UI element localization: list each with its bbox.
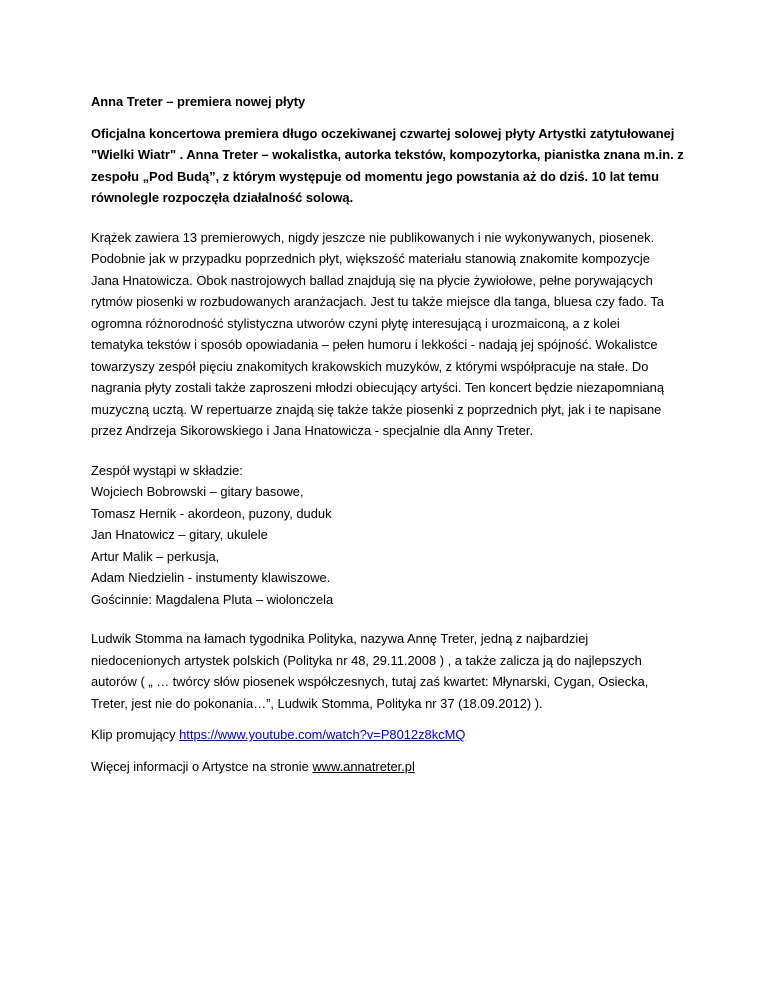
quote-line: niedocenionych artystek polskich (Polityka nr 48, 29.11.2008 ) , a także zalicza ją do najlepszych [91, 652, 642, 668]
body-line: nagrania płyty zostali także zaproszeni młodzi obiecujący artyści. Ten koncert będzie niezapomnianą [91, 380, 664, 395]
lineup-member: Gościnnie: Magdalena Pluta – wiolonczela [91, 591, 334, 607]
clip-label: Klip promujący [91, 727, 180, 742]
website-link[interactable]: www.annatreter.pl [312, 758, 415, 774]
body-line: przez Andrzeja Sikorowskiego i Jana Hnatowicza - specjalnie dla Anny Treter. [91, 423, 534, 438]
body-line: towarzyszy zespół pięciu znakomitych krakowskich muzyków, z którymi współpracuje na stałe. Do [91, 358, 649, 374]
album-description-paragraph [91, 227, 691, 442]
document-page [91, 91, 691, 787]
band-lineup-list [91, 460, 691, 611]
quote-line: Treter, jest nie do pokonania…”, Ludwik Stomma, Polityka nr 37 (18.09.2012) ). [91, 695, 543, 711]
body-line: ogromna różnorodność stylistyczna utworów czyni płytę interesującą i urozmaiconą, a z kolei [91, 315, 620, 331]
quote-line: Ludwik Stomma na łamach tygodnika Polityka, nazywa Annę Treter, jedną z najbardziej [91, 631, 589, 646]
lineup-member: Jan Hnatowicz – gitary, ukulele [91, 527, 268, 542]
more-info-label: Więcej informacji o Artystce na stronie [91, 758, 313, 774]
press-quote-paragraph [91, 628, 691, 714]
lineup-member: Tomasz Hernik - akordeon, puzony, duduk [91, 505, 332, 521]
lead-line: Oficjalna koncertowa premiera długo oczekiwanej czwartej solowej płyty Artystki zatytułowanej [91, 125, 675, 141]
lead-line: zespołu „Pod Budą”, z którym występuje od momentu jego powstania aż do dziś. 10 lat temu [91, 168, 659, 184]
body-line: Jana Hnatowicza. Obok nastrojowych ballad znajdują się na płycie żywiołowe, pełne porywających [91, 272, 653, 288]
body-line: Podobnie jak w przypadku poprzednich płyt, większość materiału stanowią znakomite kompozycje [91, 251, 650, 266]
quote-line: autorów ( „ … twórcy słów piosenek współczesnych, tutaj zaś kwartet: Młynarski, Cygan, Osiecka, [91, 674, 649, 689]
more-info-row [91, 756, 691, 778]
document-title: Anna Treter – premiera nowej płyty [91, 94, 306, 109]
clip-row [91, 724, 691, 746]
lead-line: "Wielki Wiatr" . Anna Treter – wokalistka, autorka tekstów, kompozytorka, pianistka znana m.in. z [91, 147, 684, 162]
lead-paragraph [91, 123, 691, 209]
lineup-member: Wojciech Bobrowski – gitary basowe, [91, 484, 304, 499]
body-line: muzyczną ucztą. W repertuarze znajdą się także także piosenki z poprzednich płyt, jak i te napisane [91, 401, 662, 417]
lineup-heading: Zespół wystąpi w składzie: [91, 462, 243, 478]
youtube-clip-link[interactable]: https://www.youtube.com/watch?v=P8012z8kcMQ [179, 727, 466, 742]
lineup-member: Artur Malik – perkusja, [91, 548, 220, 564]
lineup-member: Adam Niedzielin - instumenty klawiszowe. [91, 570, 331, 585]
body-line: tematyka tekstów i sposób opowiadania – pełen humoru i lekkości - nadają jej spójność. Wokalistce [91, 337, 658, 352]
lead-line: równolegle rozpoczęła działalność solową. [91, 190, 354, 205]
body-line: rytmów piosenki w rozbudowanych aranżacjach. Jest tu także miejsce dla tanga, bluesa czy fado. Ta [91, 294, 664, 309]
body-line: Krążek zawiera 13 premierowych, nigdy jeszcze nie publikowanych i nie wykonywanych, piosenek. [91, 229, 655, 245]
